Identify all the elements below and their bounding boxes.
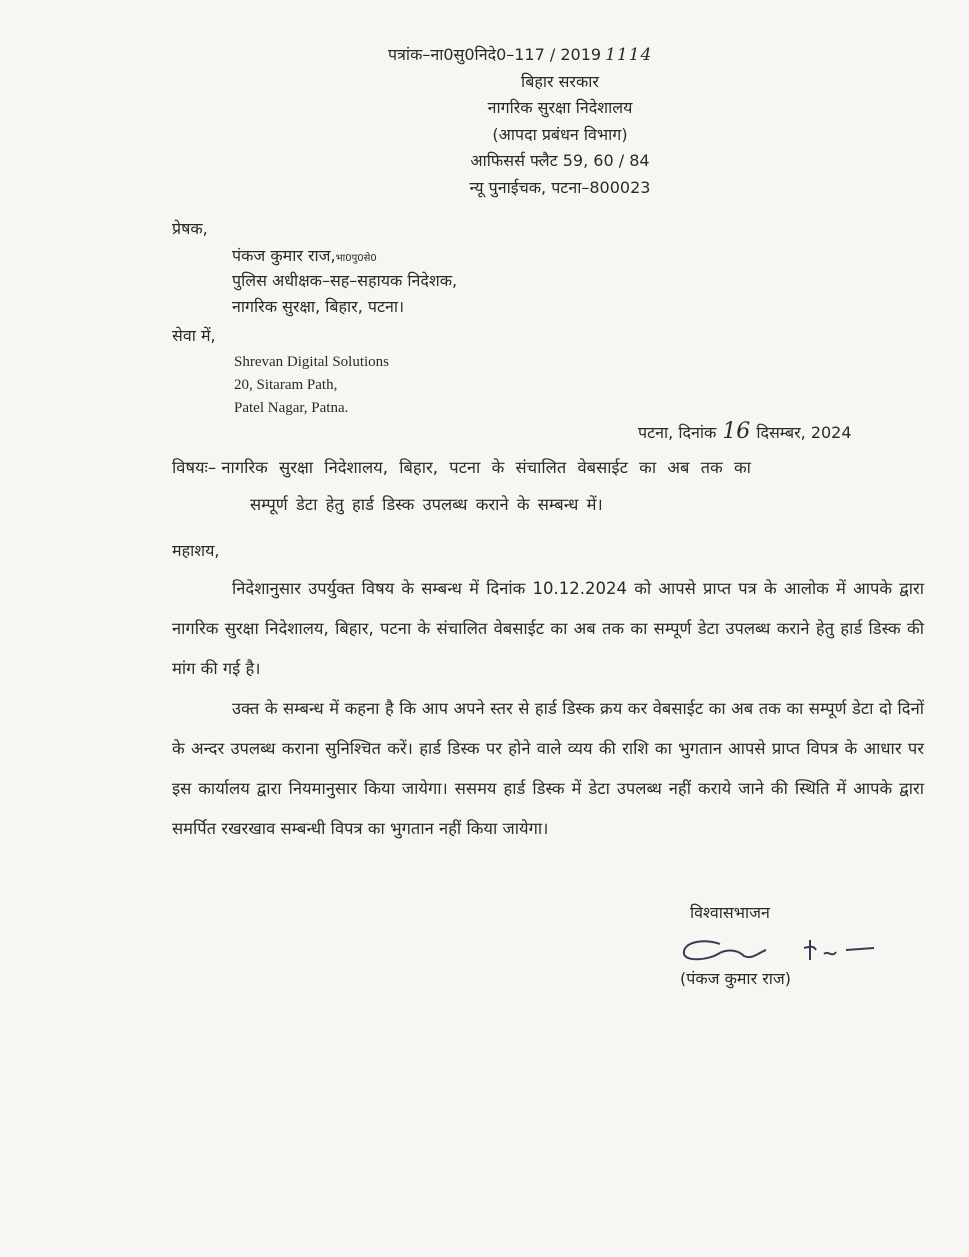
body-paragraph-1: निदेशानुसार उपर्युक्त विषय के सम्बन्ध में दिनांक 10.12.2024 को आपसे प्राप्त पत्र के आलोक में आपके द्वारा नागरिक सुरक्षा निदेशालय, बिहार, पटना के संचालित वेबसाईट का अब तक का सम्पूर्ण डेटा उपलब्ध कराने हेतु हार्ड डिस्क की मांग की गई है। (172, 579, 924, 678)
sender-office: नागरिक सुरक्षा, बिहार, पटना। (232, 297, 405, 316)
recipient-line-3: Patel Nagar, Patna. (234, 400, 349, 416)
directorate-name: नागरिक सुरक्षा निदेशालय (487, 98, 633, 117)
letter-header (380, 42, 740, 201)
body-paragraph-2: उक्त के सम्बन्ध में कहना है कि आप अपने स्तर से हार्ड डिस्क क्रय कर वेबसाईट का अब तक का सम्पूर्ण डेटा दो दिनों के अन्दर उपलब्ध कराना सुनिश्चित करें। हार्ड डिस्क पर होने वाले व्यय की राशि का भुगतान आपसे प्राप्त विपत्र के आधार पर इस कार्यालय द्वारा नियमानुसार किया जायेगा। ससमय हार्ड डिस्क में डेटा उपलब्ध नहीं कराये जाने की स्थिति में आपके द्वारा समर्पित रखरखाव सम्बन्धी विपत्र का भुगतान नहीं किया जायेगा। (172, 699, 924, 838)
handwritten-ref: 1114 (605, 45, 653, 65)
sender-label: प्रेषक, (172, 219, 208, 238)
salutation: महाशय, (172, 541, 220, 560)
recipient-line-2: 20, Sitaram Path, (234, 377, 338, 393)
signatory-name: (पंकज कुमार राज) (680, 969, 792, 988)
sender-designation: पुलिस अधीक्षक–सह–सहायक निदेशक, (232, 271, 458, 290)
recipient-label: सेवा में, (172, 326, 216, 345)
reference-number: पत्रांक–ना0सु0निदे0–117 / 2019 1114 (388, 45, 653, 65)
department-name: (आपदा प्रबंधन विभाग) (492, 124, 628, 144)
subject-line-2: सम्पूर्ण डेटा हेतु हार्ड डिस्क उपलब्ध कराने के सम्बन्ध में। (250, 495, 603, 514)
valediction: विश्वासभाजन (690, 903, 770, 922)
office-address-2: न्यू पुनाईचक, पटना–800023 (469, 177, 651, 197)
recipient-line-1: Shrevan Digital Solutions (234, 354, 389, 370)
handwritten-day: 16 (722, 419, 751, 444)
subject-line: विषयः– नागरिक सुरक्षा निदेशालय, बिहार, पटना के संचालित वेबसाईट का अब तक का (172, 458, 751, 477)
signature-icon (674, 930, 884, 970)
govt-name: बिहार सरकार (521, 71, 599, 91)
office-address-1: आफिसर्स फ्लैट 59, 60 / 84 (470, 151, 650, 170)
sender-name: पंकज कुमार राज,भा0पु0से0 (232, 246, 377, 265)
letter-date: पटना, दिनांक 16 दिसम्बर, 2024 (638, 419, 852, 444)
